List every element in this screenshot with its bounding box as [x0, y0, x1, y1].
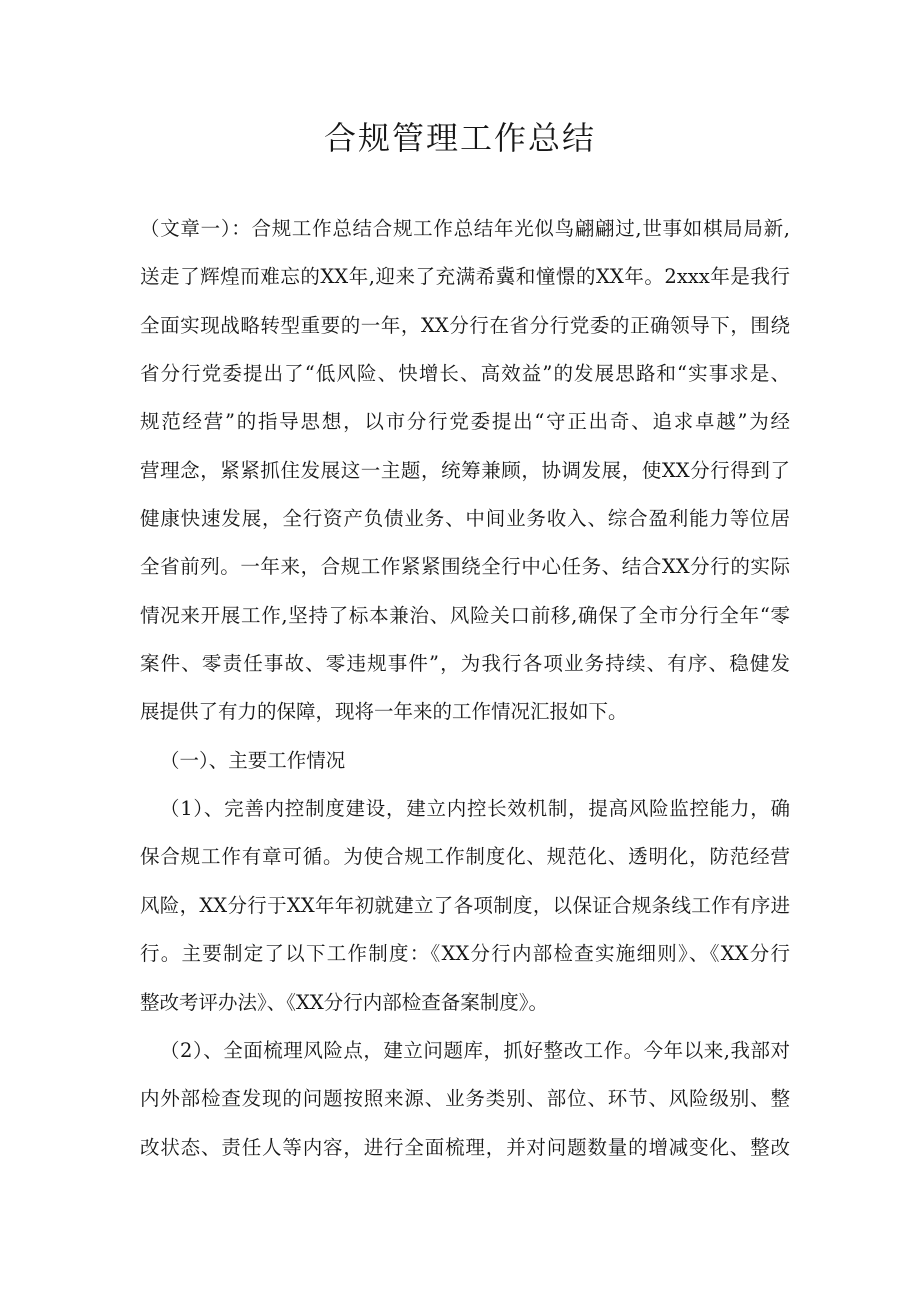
text-line: 全面实现战略转型重要的一年，XX分行在省分行党委的正确领导下，围绕 [140, 313, 790, 337]
text-line: 内外部检查发现的问题按照来源、业务类别、部位、环节、风险级别、整 [140, 1087, 790, 1111]
text-line: 改状态、责任人等内容，进行全面梳理，并对问题数量的增减变化、整改 [140, 1135, 790, 1159]
section-heading-text: （一）、主要工作情况 [160, 748, 346, 772]
paragraph-item-1 [140, 785, 790, 1027]
section-heading [140, 737, 790, 785]
text-line: 健康快速发展，全行资产负债业务、中间业务收入、综合盈利能力等位居 [140, 507, 790, 531]
paragraph-intro [140, 205, 790, 737]
text-line: 情况来开展工作,坚持了标本兼治、风险关口前移,确保了全市分行全年“零 [140, 603, 790, 627]
document-body [140, 205, 790, 1172]
text-line: 案件、零责任事故、零违规事件”，为我行各项业务持续、有序、稳健发 [140, 652, 790, 676]
text-line: 送走了辉煌而难忘的XX年,迎来了充满希冀和憧憬的XX年。2xxx年是我行 [140, 265, 790, 289]
text-line: （2）、全面梳理风险点，建立问题库，抓好整改工作。今年以来,我部对 [160, 1038, 790, 1062]
text-line: （1）、完善内控制度建设，建立内控长效机制，提高风险监控能力，确 [160, 797, 790, 821]
paragraph-item-2 [140, 1027, 790, 1172]
text-line: 保合规工作有章可循。为使合规工作制度化、规范化、透明化，防范经营 [140, 845, 790, 869]
text-line: 展提供了有力的保障，现将一年来的工作情况汇报如下。 [140, 700, 628, 724]
text-line: 全省前列。一年来，合规工作紧紧围绕全行中心任务、结合XX分行的实际 [140, 555, 790, 579]
document-title: 合规管理工作总结 [323, 119, 596, 157]
text-line: 行。主要制定了以下工作制度：《XX分行内部检查实施细则》、《XX分行 [140, 942, 790, 966]
text-line: 营理念，紧紧抓住发展这一主题，统筹兼顾，协调发展，使XX分行得到了 [140, 458, 790, 482]
text-line: 风险，XX分行于XX年年初就建立了各项制度，以保证合规条线工作有序进 [140, 893, 790, 917]
text-line: 省分行党委提出了“低风险、快增长、高效益”的发展思路和“实事求是、 [140, 362, 790, 386]
text-line: 规范经营”的指导思想，以市分行党委提出“守正出奇、追求卓越”为经 [140, 410, 790, 434]
text-line: 整改考评办法》、《XX分行内部检查备案制度》。 [140, 990, 549, 1014]
text-line: （文章一）：合规工作总结合规工作总结年光似鸟翩翩过,世事如棋局局新, [140, 217, 790, 240]
